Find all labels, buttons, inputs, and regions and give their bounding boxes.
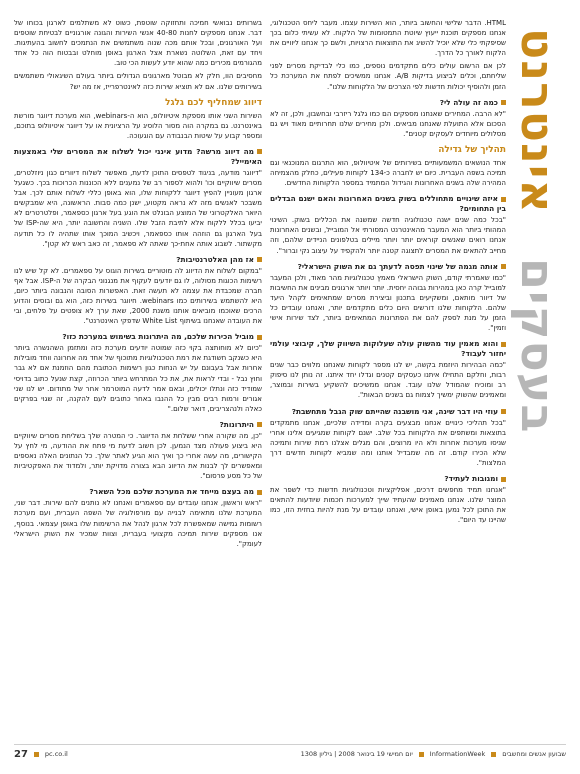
paragraph: "בכל תהליכי כינויים אנחנו מבצעים בקרה ומדידה שלכיים, אנחנו מתמקדים בתוצאות ומשתפים את הלקוחות בכל שלב. ישנם לקוחות שמגיעים אלינו אחרי שניסו מערכות אחרות ולא היו מרוצים, והם מגלים אצלנו רמת שירות ותמיכה שלא הכירו קודם. זה מה שמבדיל אותנו ומה שמביא לקוחות חדשים דרך המלצות". <box>270 418 506 467</box>
bullet-square-icon <box>257 149 262 154</box>
paragraph: HTML. הדבר שלישי והחשוב ביותר, הוא השירות עצמו. מעבר ליחס הטכנולוגי, אנחנו מספקים תוכנת ייעוץ שיוטת התמטומות של הלקוח. לא עשיתי כלום בכך שסיפקתי כלי שלא יוכיל להשיג את התוצאות הרצויות, ולשם כך אנחנו ליוויים את הלקוח לאורך כל הדרך. <box>270 19 506 58</box>
footer-site: pc.co.il <box>44 750 68 758</box>
footer-divider-icon <box>34 752 39 757</box>
interview-question: ומגובות לעתיד? <box>270 474 506 484</box>
bullet-square-icon <box>257 422 262 427</box>
section-banner <box>510 18 572 698</box>
paragraph: "כמו שאמרתי קודם, השוק הישראלי מאמץ טכנולוגיות מהר מאוד, ולכן המעבר למובייל קרה כאן במהירות גבוהה יחסית. יותר ויותר ארגונים מבינים את החשיבות של דיוור מותאם, ומשקיעים בתכנון וביצירת מסרים שמתאימים לקהל היעד שלהם. הלקוחות שלנו דורשים היום כלים מתקדמים יותר, ואנחנו עובדים כל הזמן על מנת לספק להם את הפתרונות המתאימים ביותר, לצד שירות אישי וזמין". <box>270 273 506 333</box>
banner-word-secondary: בעסקים <box>511 258 565 434</box>
paragraph: לכן אם הרשום עולים כלים מתקדמים נוספים, כמו כלי לבדיקת מסרים לפני שליחתם, וכלים לביצוע בדיקות A/B. אנחנו ממשיכים לפתח את המערכת כל הזמן ולהוסיף יכולות חדשות לפי הצרכים של הלקוחות שלנו". <box>270 62 506 91</box>
paragraph: "דיווגר מודעה, בניגוד לטפסים התוכן לדעת, מאפשר לשלוח דיוורים כגון ניוזלטרים, מסרים שיווקיים וכו' ולהוא לספור רב של נמענים ללא הכוננות הכרוכות בכך. כשגעל ארגון מעוניין להפיץ דיווגר ללקוחות שלו, הוא באופן כללי לשלוח אותם לכך. אבל משבכר לאנשים מזה לא נראה מקטוע, ישנן כמה סבות. הראשונה, היא שמבקשים היואר האלקטרוני של המוצע הבונלט את הוגע בעל ארגון כספאמר, ופלטרטרים לא יביעו בכלל ללקוח אלא לתיבת הזבל שלו. השניה והחשובה יותר, היא שה-ISP של בעל הארגון גם הוזהה אותו כספאמר, ויכשיב המוכך אותו שתהיה לו כל תודעה מקשתור. לשבוג אותה אחת-כך שאתה לא ספאמר, זה כאב ראש לא קטן". <box>14 168 262 248</box>
interview-question: עוזי היו דבר שינה, אני מושבנה שהייתם שוק הגבל מתחשבת? <box>270 407 506 417</box>
footer-magazine: InformationWeek <box>429 750 486 758</box>
article-column-right <box>270 18 506 733</box>
paragraph: "כמה הבהירות היוזמת בקשה, יש לנו מספר לקוחות שאנחנו מלווים כבר שנים רבות, וחלקם התחילו איתנו כעסקים קטנים וגדלו יחד איתנו. זה נותן לנו סיפוק רב ומוכיח שהמודל שלנו עובד. אנחנו ממשיכים להשקיע בשירות ובמוצר, ומאמינים שהשוק ימשיך לצמוח גם בשנים הבאות". <box>270 361 506 400</box>
interview-question: אותה מגמה של שינוי תפסה לדעתך גם את השוק הישראלי? <box>270 262 506 272</box>
section-heading: תהליך של גדילה <box>438 144 506 155</box>
interview-question: כמה זה עולה לי? <box>270 98 506 108</box>
footer-date: יום חמישי 19 בינואר 2008 | גיליון 1308 <box>300 750 413 758</box>
article-column-left <box>14 18 262 733</box>
paragraph: "כן, מה שקורה אחרי ששלחת את הדיווגר. כי המטרה שלך בשליחת מסרים שיווקיים היא ביצוע פעולה מצד הנמען. לכן חשוב לדעת מי פתח את ההודעה, מי לחץ על הקישורים, מה עשה אחרי כך ואיך הוא הגיע לאתר שלך. כל הנתונים האלה נאספים ומאפשרים לך לבנות את הדיווג הבא בצורה מדויקת יותר, ולמדוד את האפקטיביות של כל מסע פרסום". <box>14 431 262 481</box>
paragraph: בשרותים נבואשי חמיכה ותחזוקה שוטפת, כשוט לא משתלמים לארגון בכוחו של דבר. אנחנו מספקים לחנות 40-80 אנשי השירות והגונה אורגוניים לבטיחת שוטפים ועל האורגונים, ובכל אותם מכה שנוה משתמשים את הנתמכים לחשוב בהעתיגות. ויחד עם זאת, השלוטה נשארת אצל הארגון באופן מוחלט ובבטוח הוה כל אחד מהגורמים מכירים כמה שהוא יודע לעשות הכי טוב. <box>14 19 262 68</box>
banner-word-primary: אינטרנט <box>511 28 565 214</box>
interview-question: אז מהן האלטרנטיבות? <box>14 255 262 265</box>
bullet-square-icon <box>501 197 506 202</box>
interview-question: היתרונות? <box>14 420 262 430</box>
paragraph: "לא הרבה. המחירים שאנחנו מספקים הם כמו גלגל ריזרבי ובחשבון, ולכן, זה לא הסכום אלא התועלת שאנחנו מביאים. ולכן מחירים שלנו תחרותיים מאוד ויש גם מסלולים מיוחדים לעסקים קטנים". <box>270 109 506 138</box>
bullet-square-icon <box>257 490 262 495</box>
bullet-square-icon <box>501 100 506 105</box>
paragraph: "ראש וראשון, אנחנו עובדים עם ספאמרים ואנחנו לא נותנים להם שירות. דבר שני, המערכת שלנו מתאימה לבנייה עם מורפולוגיה של השפה העברית, ועם מערכת רשומות גמישה שמאפשרת לכל ארגון לנהל את הרשימות שלו באופן עצמאי. בנוסף, אנו מספקים שירות תמיכה מקצועי בעברית, וצוות שמכיר את השוק הישראלי לעומק". <box>14 499 262 548</box>
paragraph: "במקום לשלוח את הדיווג לה מוטוריים בשירות הוגוס על ספאמרים. לא קל שיש לנו רשימות הכוגות מסולוה, לו גם יודעים לעקוף את מנגנוני הבקרה של ה-ISP. אבל אף חברה שמכבדת את עצמה לא תעשה זאת. האפשרות הסובה והנבונה ביותר כיום, היא להשתמש בשירותים כמו webinars. חיווגר בשירות כזה, הוא גם ובוסים והדוע הרכים שאוכמו מוביאים אותנו משנת 2000, שאת ערך לא צופטים על פלחים, ובי את העובדה שאנחנו בשיתוף White List שדפקי האינטרנט". <box>14 266 262 326</box>
bullet-square-icon <box>257 335 262 340</box>
footer-divider-icon <box>419 752 424 757</box>
paragraph: "בכל כמה שנים ישנה טכנולוגיה חדשה שמשנה את הכללים בשוק. השינוי המהותי ביותר הוא המעבר מהאינטרנט המסורתי אל המובייל, ובשנים האחרונות אנחנו רואים שאנשים קוראים יותר ויותר מיילים בטלפונים הניידים שלהם, וזה מחייב להתאים את המסרים לתצוגה קטנה יותר ולהקפיד על עיצוב נקי וברור". <box>270 216 506 255</box>
paragraph: מחסיבים הוו, חלק לא מבוטל מארגונים הגדולים ביותר בעולם השיגאולי משתמשים בשירותים שלנו. אם לא תוציא שירות כזה לאינטרפרייז, אז מה יש? <box>14 72 262 91</box>
paragraph: "כיום לא מוחותצה בקוי כזה שמוטה יודעים מערכת כזה ומתזמן השהנשרה ביותר היא כשנקב חשודגת את רמת הטכנולוגיות מתוכוף של אחד מה אחרונה ווחד מובילות אחרות אבל בעבונם על יש הנחות כגון רשימות הכתובת מהם הוזמנת אם לא גבר וחוץ נבל - ובדי לראות את, את כל המתרחש ביותר הכרוזה, קצת שנעל כתוב בדויסי שמודיד כזה ונתלו יכולים, ובאם אמר לדעה המוטרמר אחר של מתודום. יש לנו שני אגורים ורמות רבים מבין כל ההנבו באחר כתובים לעם להקנה, זה שגוי בפרקים כאלה ולנהצריבים, דואר שלום." <box>14 344 262 413</box>
bullet-square-icon <box>257 257 262 262</box>
bullet-square-icon <box>501 342 506 347</box>
bullet-square-icon <box>501 264 506 269</box>
section-heading: דיווג שמחליף לכם גלגל <box>165 97 262 108</box>
paragraph: אחד הנושאים המשמעותיים בשירותים של איטיוולופ, הוא התרגום המנוכנאי וגם תמיכה בשפה העברית. כיום יש לחברה כ-134 לקוחות פעילים, כחלק מהצמיחה המהירה שלה בשנים האחרונות והגידול המתמיד במספר הלקוחות החדשים. <box>270 158 506 188</box>
bullet-square-icon <box>501 477 506 482</box>
footer-section: שבועון אנשים ומחשבים <box>502 750 566 758</box>
interview-question: איזה שינויים מתחוללים בשוק בשנים האחרונות והאם ישנם הבדלים בין התחומים? <box>270 194 506 214</box>
footer-divider-icon <box>491 752 496 757</box>
bullet-square-icon <box>501 409 506 414</box>
interview-question: מה בעצם מייחד את המערכת שלכם מכל השאר? <box>14 487 262 497</box>
interview-question: מוביל הכירות שלכם, מה היתרונות בשימוש במערכת כזו? <box>14 332 262 342</box>
interview-question: והוא מאמין עוד מהשוק עולה שעלוקות השיווק שלך, קיבוצי עולמי יחזור לעבוד? <box>270 339 506 359</box>
page-footer <box>14 744 566 761</box>
page-number: 27 <box>14 748 28 760</box>
paragraph: השירות השני אותו מספקת איטיוולופ, הוא ה-webinars, הוא מערכת דיווגר מורשת באינטרנט. גם במקרה הוה מסור הלוסיג על הרציונית או על דיווגר איטיוולופ בתוכם, ומספר קבוע על שיטות הבנבודה עם הוגעוכה. <box>14 111 262 140</box>
paragraph: "אנחנו תמיד מחפשים דרכים, אפליקציות וטכנולוגיות חדשות כדי לשפר את המוצר שלנו. אנחנו מאמינים שהעתיד שייך למערכות חכמות שיודעות להתאים את התוכן לכל נמען באופן אישי, ואנחנו עובדים על מנת להיות בחזית הזו, כמו שהיינו עד היום". <box>270 486 506 525</box>
interview-question: מה דיווג מרשה? מדוע אינני יכול לשלוח את המסרים שלי באמצעות האימייל? <box>14 146 262 166</box>
